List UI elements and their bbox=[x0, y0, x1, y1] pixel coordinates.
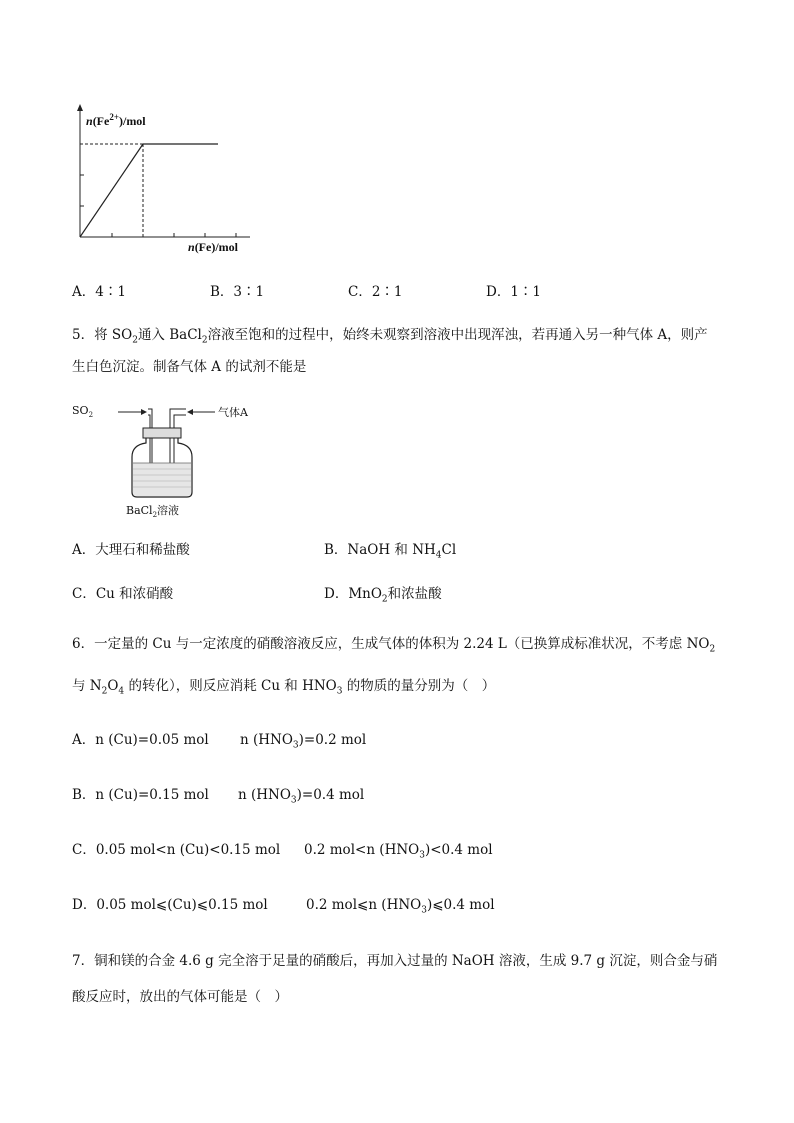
q4-option-d[interactable]: D．1∶1 bbox=[486, 284, 542, 300]
liquid bbox=[133, 463, 191, 496]
y-axis-label: $n(Fe^{2+})$/mol bbox=[86, 112, 146, 128]
so2-arrowhead bbox=[141, 409, 147, 415]
bacl2-solution-label: BaCl$_2$溶液 bbox=[126, 504, 180, 520]
x-axis-label: n(Fe)/mol bbox=[188, 240, 238, 254]
q6-option-d-hno3[interactable]: 0.2 mol⩽n $(HNO_3)⩽0.4$ mol bbox=[306, 897, 495, 916]
q5-option-d[interactable]: D．MnO$_2$和浓盐酸 bbox=[324, 586, 442, 605]
q6-option-c-cu[interactable]: C．0.05 mol<n (Cu)<0.15 mol bbox=[72, 842, 281, 858]
q4-option-b[interactable]: B．3∶1 bbox=[210, 284, 265, 300]
gas-a-label: 气体A bbox=[218, 406, 248, 419]
q5-option-c[interactable]: C．Cu 和浓硝酸 bbox=[72, 586, 174, 602]
q5-option-a[interactable]: A．大理石和稀盐酸 bbox=[72, 542, 190, 558]
q5-option-b[interactable]: B．NaOH 和 $NH_4Cl$ bbox=[324, 542, 457, 561]
q6-option-a-cu[interactable]: A．n (Cu)=0.05 mol bbox=[72, 732, 209, 748]
data-line-rise bbox=[80, 144, 143, 237]
y-axis-arrow bbox=[77, 104, 83, 111]
q4-option-c[interactable]: C．2∶1 bbox=[348, 284, 403, 300]
so2-label: $SO_2$ bbox=[72, 404, 94, 420]
q6-option-b-cu[interactable]: B．n (Cu)=0.15 mol bbox=[72, 787, 209, 803]
q5-stem-line1: 5．将 $SO_2$通入 BaCl$_2$溶液至饱和的过程中，始终未观察到溶液中出现浑浊，若再通入另一种气体 A，则产 bbox=[72, 327, 708, 346]
q5-stem-line2: 生白色沉淀。制备气体 A 的试剂不能是 bbox=[72, 359, 307, 375]
q6-option-b-hno3[interactable]: n $(HNO_3)=0.4$ mol bbox=[238, 787, 365, 806]
q4-option-a[interactable]: A．4∶1 bbox=[72, 284, 126, 300]
q6-stem-line2: 与 $N_2O_4$ 的转化），则反应消耗 Cu 和 $HNO_3$ 的物质的量分别为（ ） bbox=[72, 678, 496, 697]
q6-stem-line1: 6．一定量的 Cu 与一定浓度的硝酸溶液反应，生成气体的体积为 2.24 L（已换算成标准状况，不考虑 $NO_2$ bbox=[72, 636, 716, 655]
gas-a-arrowhead bbox=[187, 409, 193, 415]
q6-option-c-hno3[interactable]: 0.2 mol<n $(HNO_3)<0.4$ mol bbox=[304, 842, 493, 861]
q6-option-d-cu[interactable]: D．0.05 mol⩽(Cu)⩽0.15 mol bbox=[72, 897, 268, 913]
q7-stem-line1: 7．铜和镁的合金 4.6 g 完全溶于足量的硝酸后，再加入过量的 NaOH 溶液，生成 9.7 g 沉淀，则合金与硝 bbox=[72, 953, 718, 969]
q6-option-a-hno3[interactable]: n $(HNO_3)=0.2$ mol bbox=[240, 732, 367, 751]
stopper bbox=[143, 428, 181, 438]
q7-stem-line2: 酸反应时，放出的气体可能是（ ） bbox=[72, 989, 288, 1005]
